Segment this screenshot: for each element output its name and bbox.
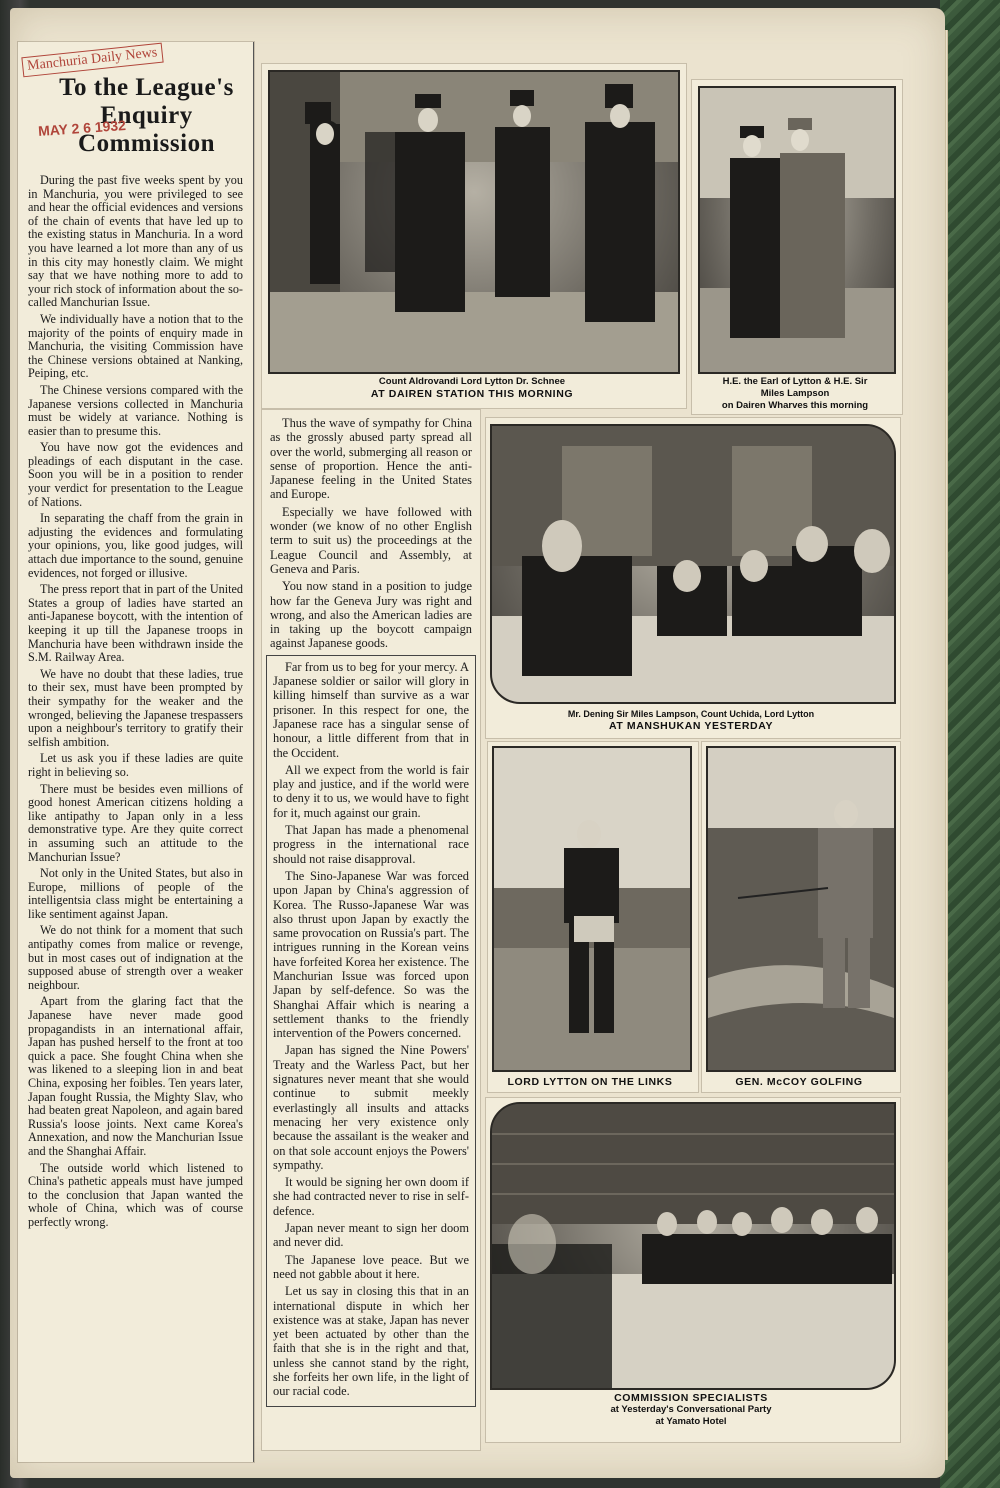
headline-line-3: Commission: [78, 130, 215, 157]
article-middle-column: [262, 410, 480, 1450]
article-paragraph: We have no doubt that these ladies, true to their sex, must have been prompted by their sympathy for the weaker and the wronged, believing the Japanese trespassers upon a neighbour's territory to gratify their selfish ambition.: [28, 666, 243, 749]
photo-clipping-dairen: [262, 64, 686, 408]
article-paragraph: The press report that in part of the United States a group of ladies have started an anti-Japanese boycott, with the intention of keeping it up till the Japanese troops in Manchuria have been withdrawn inside the S.M. Railway Area.: [28, 582, 243, 665]
article-paragraph: You now stand in a position to judge how far the Geneva Jury was right and wrong, and also the American ladies are in taking up the boycott campaign against Japanese goods.: [270, 579, 472, 651]
photo-clipping-links: [488, 742, 698, 1092]
article-paragraph: Especially we have followed with wonder (we know of no other English term to suit us) the proceedings at the League Council and Assembly, at Geneva and Paris.: [270, 504, 472, 576]
specialists-caption-line-1: COMMISSION SPECIALISTS: [614, 1392, 768, 1404]
date-stamp: MAY 2 6 1932: [37, 116, 127, 140]
dairen-caption-title: AT DAIREN STATION THIS MORNING: [370, 388, 574, 400]
article-paragraph: The Japanese love peace. But we need not gabble about it here.: [273, 1252, 469, 1281]
article-paragraph: All we expect from the world is fair play and justice, and if the world were to deny it to us, we would have to fight for it, much against our grain.: [273, 762, 469, 820]
photo-mccoy-golf: [706, 746, 896, 1072]
golfing-caption: [706, 1076, 892, 1088]
manshukan-caption-names: Mr. Dening Sir Miles Lampson, Count Uchida, Lord Lytton: [567, 709, 815, 719]
article-left-column: [18, 42, 254, 1462]
article-paragraph: The outside world which listened to China's pathetic appeals must have jumped to the conclusion that Japan wanted the whole of China, which was of course perfectly wrong.: [28, 1160, 243, 1229]
article-paragraph: Far from us to beg for your mercy. A Japanese soldier or sailor will glory in killing himself than survive as a war prisoner. In this respect for one, the Japanese race has a singular sense of honour, a little different from that in the Occident.: [273, 659, 469, 760]
article-paragraph: The Sino-Japanese War was forced upon Japan by China's aggression of Korea. The Russo-Japanese War was also thrust upon Japan by exactly the same provocation on Russia's part. The intrigues running in the Korean veins have forfeited Korea her existence. The Manchurian Issue was forced upon Japan by self-defence. So was the Shanghai Affair which is nearing a settlement thanks to the friendly intervention of the Powers concerned.: [273, 868, 469, 1041]
left-paragraphs: [28, 174, 243, 1230]
wharves-caption: [696, 376, 894, 412]
wharves-caption-line-1: H.E. the Earl of Lytton & H.E. Sir: [722, 376, 868, 387]
links-caption: [492, 1076, 688, 1088]
golfing-caption-title: GEN. McCOY GOLFING: [735, 1076, 863, 1088]
article-paragraph: That Japan has made a phenomenal progress in the international race should not raise disapproval.: [273, 823, 469, 866]
photo-lytton-golf: [492, 746, 692, 1072]
middle-paragraphs-top: [270, 416, 472, 651]
article-paragraph: Let us ask you if these ladies are quite right in believing so.: [28, 751, 243, 779]
specialists-caption-line-2: at Yesterday's Conversational Party: [610, 1404, 772, 1415]
photo-clipping-specialists: [486, 1098, 900, 1442]
article-paragraph: There must be besides even millions of good honest American citizens holding a like antipathy to Japan only in a less demonstrative type. Are they quite correct in assuming such an attitude to the Manchurian Issue?: [28, 781, 243, 864]
photo-clipping-manshukan: [486, 418, 900, 738]
photo-commission-specialists: [490, 1102, 896, 1390]
specialists-caption: [490, 1392, 892, 1428]
middle-paragraphs-bottom: [266, 655, 476, 1407]
article-paragraph: Thus the wave of sympathy for China as the grossly abused party spread all over the world, submerging all reason or sense of proportion. Hence the anti-Japanese feeling in the United States and Europe.: [270, 416, 472, 502]
links-caption-title: LORD LYTTON ON THE LINKS: [507, 1076, 673, 1088]
photo-clipping-wharves: [692, 80, 902, 414]
wharves-caption-line-2: Miles Lampson: [760, 388, 830, 399]
article-paragraph: We individually have a notion that to the majority of the points of enquiry made in Manchuria, the visiting Commission have the Chinese versions obtained at Nanking, Peiping, etc.: [28, 311, 243, 381]
article-paragraph: Not only in the United States, but also in Europe, millions of people of the intelligentsia class might be entertaining a like sentiment against Japan.: [28, 866, 243, 921]
article-paragraph: Japan never meant to sign her doom and never did.: [273, 1221, 469, 1250]
article-paragraph: Apart from the glaring fact that the Japanese have never made good propagandists in an international affair, Japan has pushed herself to the front at too quick a pace. She fought China when she was likened to a sleeping lion in and beat China, exposing her foibles. Ten years later, Japan fought Russia, the Mighty Slav, who had beaten great Napoleon, and again bared Russia's loose joints. Next came Korea's Annexation, and now the Manchurian Issue and the Shanghai Affair.: [28, 994, 243, 1158]
article-paragraph: In separating the chaff from the grain in adjusting the evidences and formulating your opinions, you, like good judges, will attach due importance to the sound, genuine evidences, not forged or illusive.: [28, 511, 243, 580]
photo-dairen-wharves: [698, 86, 896, 374]
newspaper-stamp: Manchuria Daily News: [21, 43, 163, 78]
dairen-caption-names: Count Aldrovandi Lord Lytton Dr. Schnee: [378, 376, 566, 387]
article-paragraph: Let us say in closing this that in an international dispute in which her existence was at stake, Japan has never yet been actuated by other than the faith that she is in the right and that, unless she cannot stand by the right, she forfeits her own life, in the light of our racial code.: [273, 1284, 469, 1399]
article-paragraph: Japan has signed the Nine Powers' Treaty and the Warless Pact, but her signatures never meant that she would continue to submit meekly everlastingly all insults and attacks menacing her very existence only because the assailant is the weaker and on that sole account enjoys the Powers' sympathy.: [273, 1043, 469, 1172]
article-paragraph: During the past five weeks spent by you in Manchuria, you were privileged to see and hear the official evidences and versions of the chain of events that have led up to the existing status in Manchuria. In a word you have learned a lot more than any of us in this city may honestly claim. We might say that we have nothing more to add to your rich stock of information about the so-called Manchurian Issue.: [28, 173, 243, 310]
wharves-caption-line-3: on Dairen Wharves this morning: [721, 400, 869, 411]
manshukan-caption: [490, 708, 892, 732]
photo-dairen-station: [268, 70, 680, 374]
article-paragraph: We do not think for a moment that such antipathy comes from malice or revenge, but in most cases out of indignation at the supposed abuse of strength over a weaker neighbour.: [28, 923, 243, 992]
book-spine: [940, 0, 1000, 1488]
specialists-caption-line-3: at Yamato Hotel: [655, 1416, 727, 1427]
photo-manshukan: [490, 424, 896, 704]
article-headline: [50, 74, 243, 158]
photo-clipping-golfing: [702, 742, 900, 1092]
dairen-caption: [268, 376, 676, 400]
headline-line-1: To the League's: [59, 74, 234, 101]
article-paragraph: It would be signing her own doom if she had contracted never to rise in self-defence.: [273, 1175, 469, 1218]
article-paragraph: The Chinese versions compared with the Japanese versions collected in Manchuria must be widely at variance. Nothing is easier than to presume this.: [28, 382, 243, 438]
article-paragraph: You have now got the evidences and pleadings of each disputant in the case. Soon you will be in a position to render your verdict for presentation to the League of Nations.: [28, 440, 243, 509]
manshukan-caption-title: AT MANSHUKAN YESTERDAY: [608, 720, 774, 732]
headline-line-2: Enquiry: [100, 102, 193, 129]
